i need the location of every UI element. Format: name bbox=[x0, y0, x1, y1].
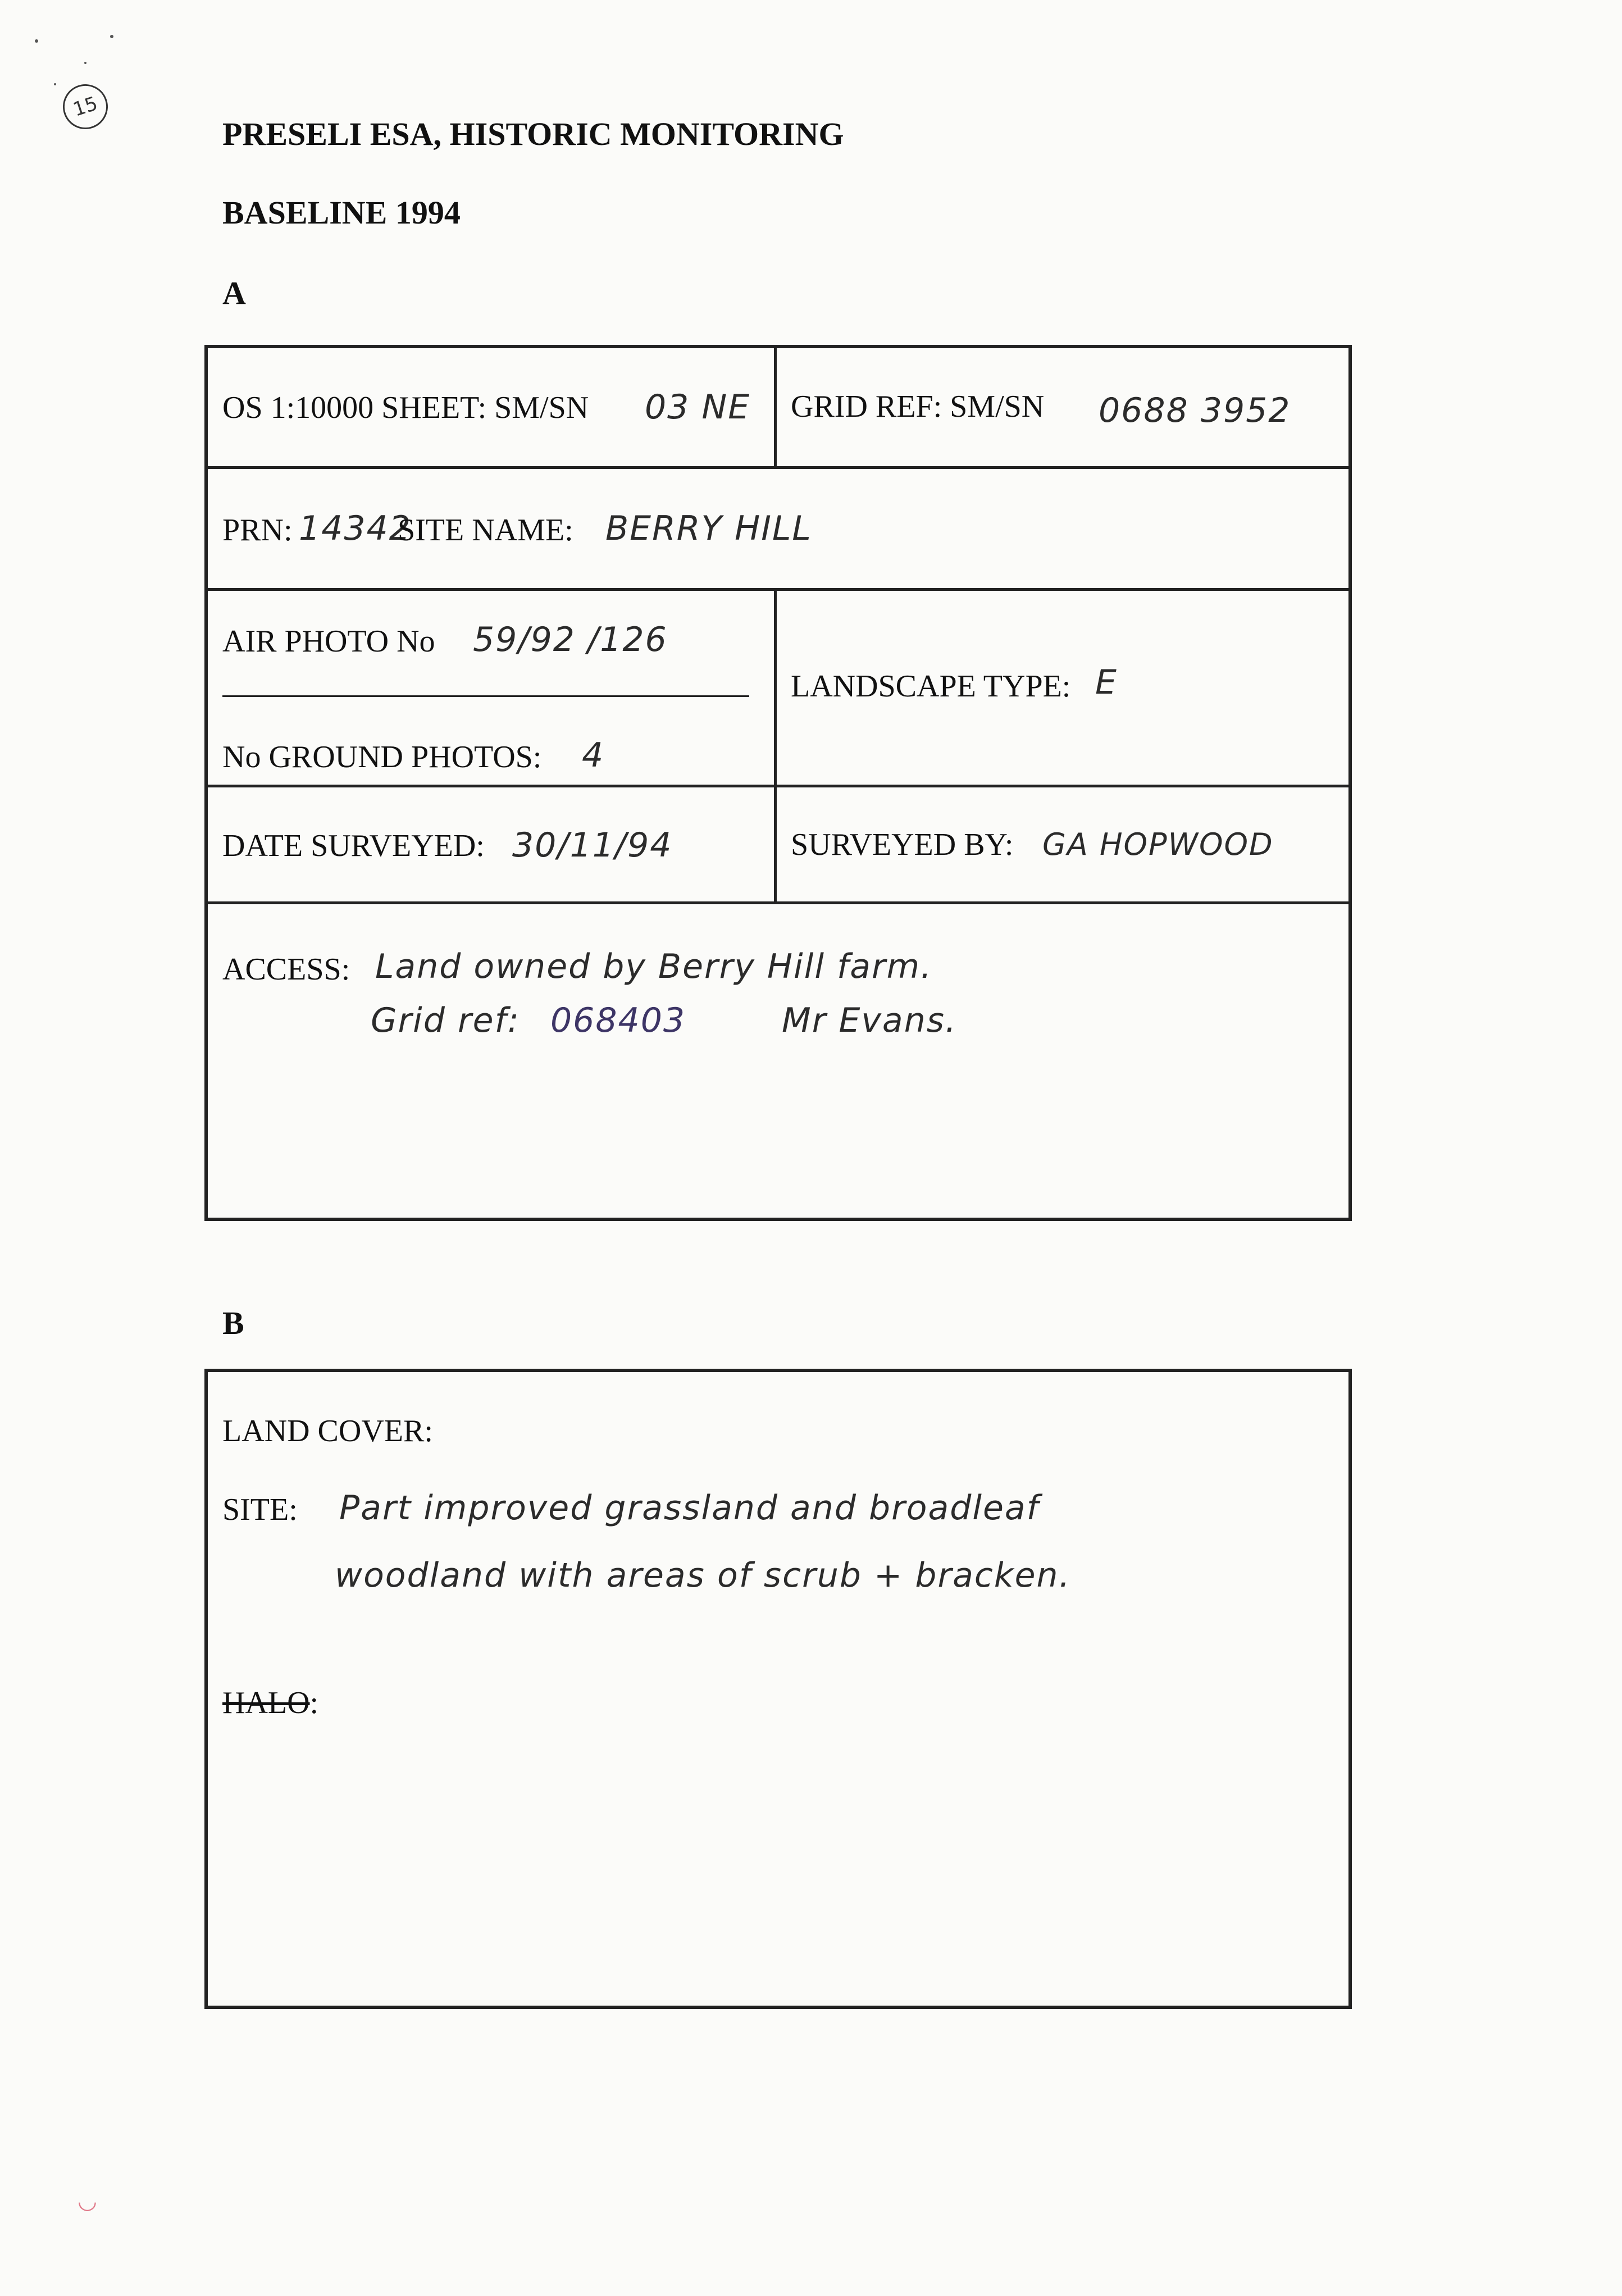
ink-speck bbox=[35, 39, 38, 43]
access-grid-ref-number: 068403 bbox=[550, 1001, 686, 1040]
section-b-heading: B bbox=[222, 1305, 244, 1341]
air-photo-label: AIR PHOTO No bbox=[222, 624, 435, 659]
ink-speck bbox=[84, 62, 86, 64]
section-a-heading: A bbox=[222, 275, 246, 311]
divider bbox=[204, 901, 1352, 904]
prn-value: 14342 bbox=[299, 509, 412, 548]
ink-speck bbox=[110, 35, 113, 38]
site-name-value: BERRY HILL bbox=[605, 509, 812, 548]
divider bbox=[774, 345, 777, 467]
site-label: SITE: bbox=[222, 1492, 298, 1527]
ink-speck bbox=[54, 83, 56, 85]
halo-label-colon: : bbox=[309, 1685, 319, 1720]
divider bbox=[774, 588, 777, 903]
ground-photos-label: No GROUND PHOTOS: bbox=[222, 740, 542, 775]
halo-label bbox=[222, 1685, 318, 1721]
access-grid-ref-prefix: Grid ref: bbox=[371, 1001, 520, 1040]
date-surveyed-value: 30/11/94 bbox=[512, 826, 673, 865]
site-description-line-2: woodland with areas of scrub + bracken. bbox=[335, 1556, 1071, 1595]
section-b-box bbox=[204, 1369, 1352, 2009]
ground-photos-value: 4 bbox=[582, 736, 605, 775]
site-name-label: SITE NAME: bbox=[398, 513, 573, 548]
os-sheet-value: 03 NE bbox=[645, 388, 751, 427]
surveyed-by-value: GA HOPWOOD bbox=[1042, 827, 1274, 862]
grid-ref-value: 0688 3952 bbox=[1099, 391, 1291, 430]
halo-label-text: HALO bbox=[222, 1685, 310, 1720]
land-cover-label: LAND COVER: bbox=[222, 1414, 433, 1448]
access-owner-name: Mr Evans. bbox=[782, 1001, 958, 1040]
divider bbox=[204, 785, 1352, 787]
os-sheet-label: OS 1:10000 SHEET: SM/SN bbox=[222, 390, 589, 425]
form-baseline: BASELINE 1994 bbox=[222, 194, 461, 231]
surveyed-by-label: SURVEYED BY: bbox=[791, 827, 1014, 862]
access-label: ACCESS: bbox=[222, 952, 350, 987]
air-photo-value: 59/92 /126 bbox=[473, 620, 668, 659]
page-number-stamp: 15 bbox=[57, 79, 114, 135]
prn-label: PRN: bbox=[222, 513, 293, 548]
access-line-1: Land owned by Berry Hill farm. bbox=[375, 947, 933, 986]
pink-ink-mark: ◡ bbox=[78, 2188, 97, 2214]
air-photo-underline bbox=[222, 695, 749, 697]
landscape-type-value: E bbox=[1095, 663, 1118, 702]
form-title: PRESELI ESA, HISTORIC MONITORING bbox=[222, 116, 844, 152]
grid-ref-label: GRID REF: SM/SN bbox=[791, 389, 1045, 424]
divider bbox=[204, 588, 1352, 591]
site-description-line-1: Part improved grassland and broadleaf bbox=[339, 1488, 1040, 1528]
section-a-box bbox=[204, 345, 1352, 1221]
landscape-type-label: LANDSCAPE TYPE: bbox=[791, 669, 1071, 704]
date-surveyed-label: DATE SURVEYED: bbox=[222, 828, 485, 863]
divider bbox=[204, 466, 1352, 469]
